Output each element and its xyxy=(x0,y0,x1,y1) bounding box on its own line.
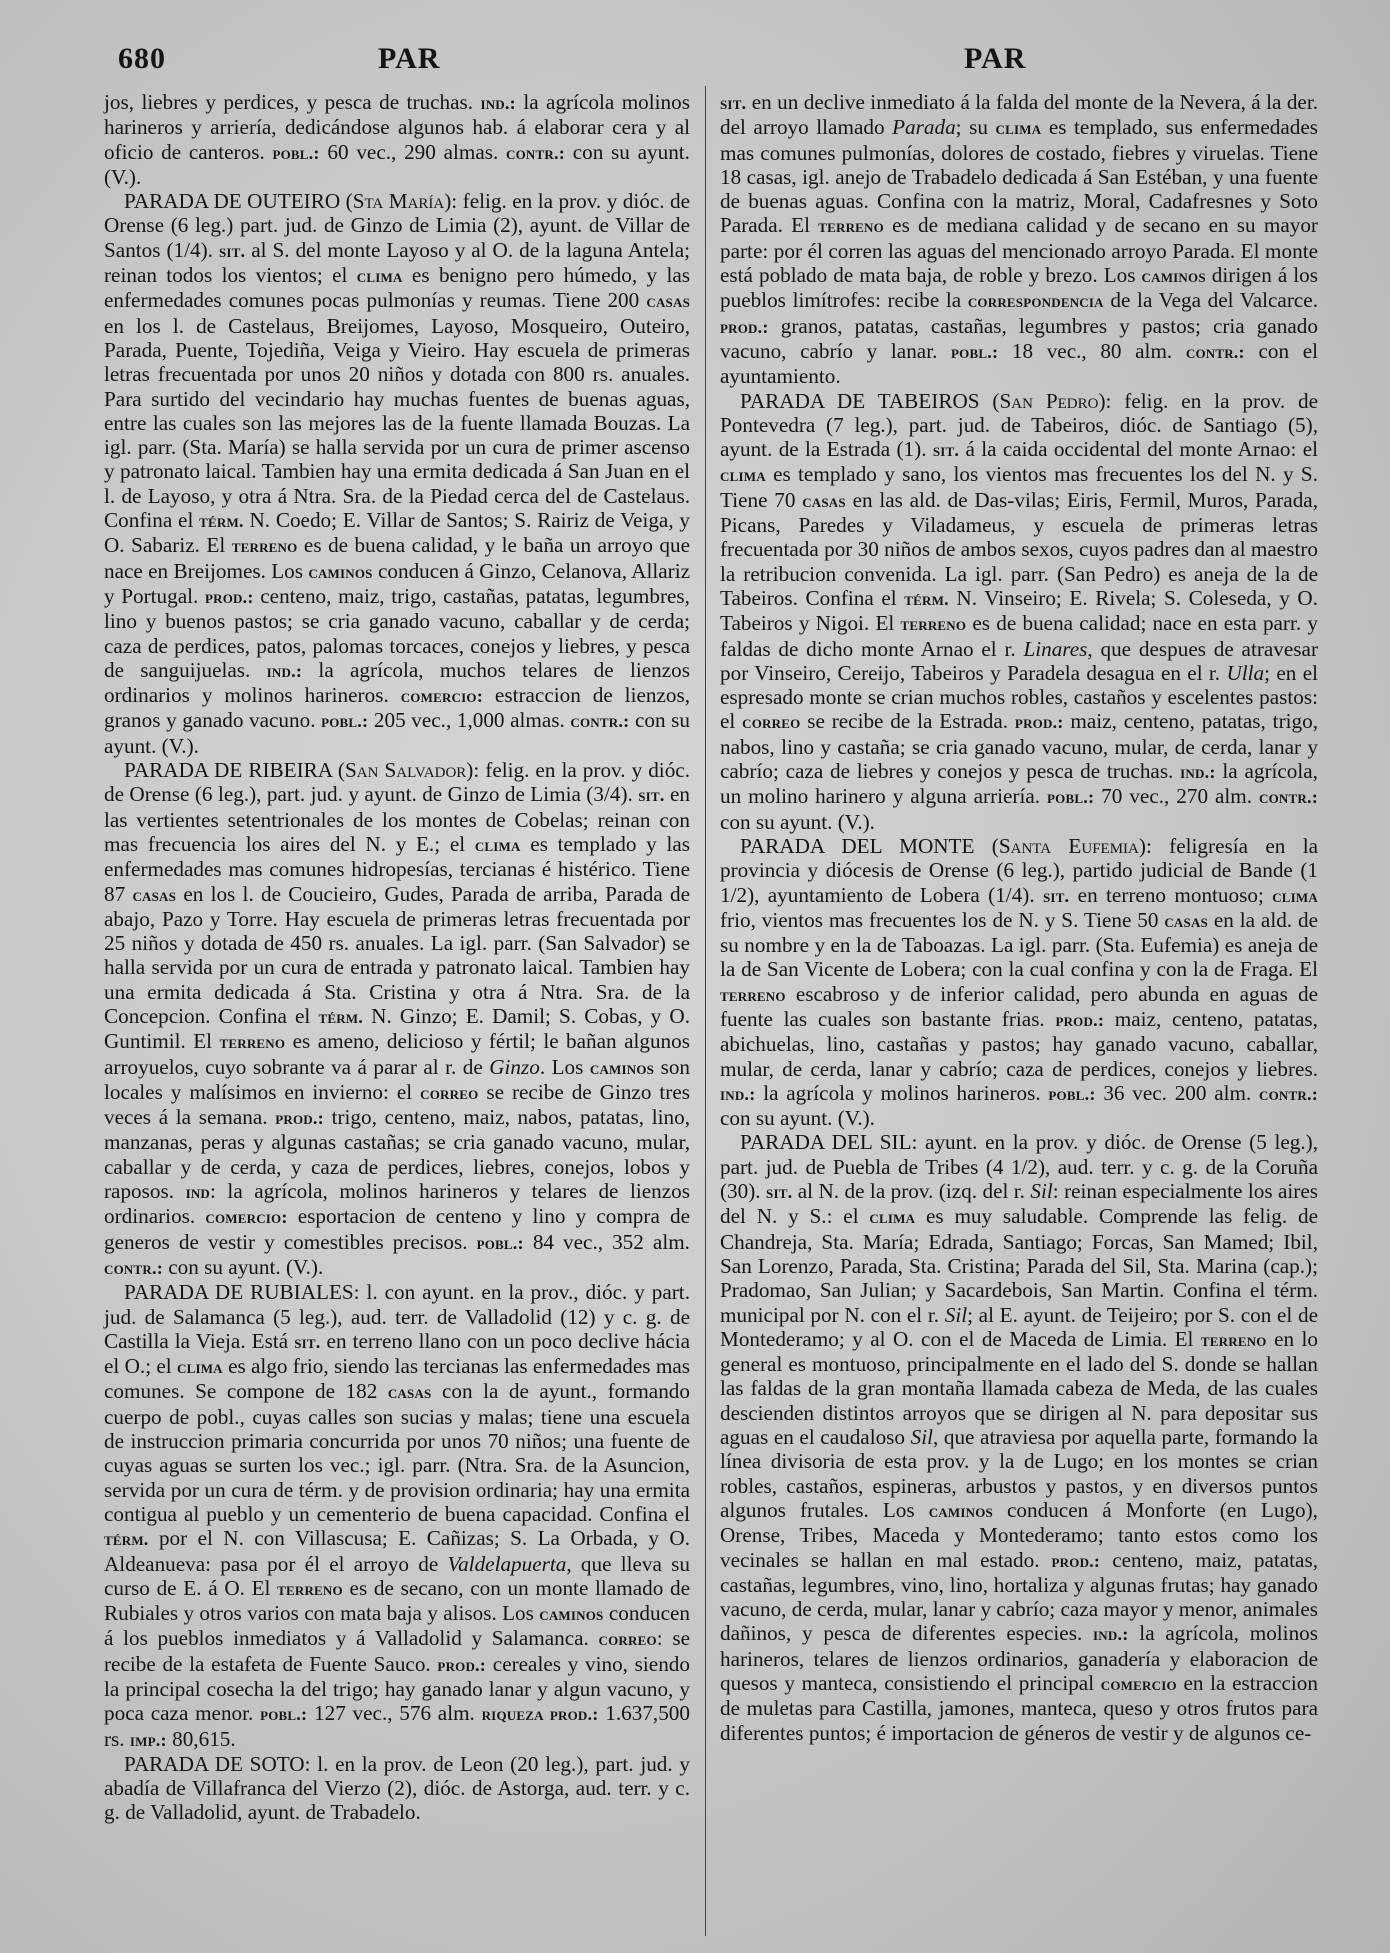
place-name-italic: Sil xyxy=(1030,1179,1053,1204)
parish-dedication: Sta María xyxy=(352,189,445,214)
entry-text: , que lleva su curso de E. á O. El xyxy=(104,1551,690,1600)
field-abbreviation: terreno xyxy=(818,216,884,237)
entry-text: con su ayunt. (V.). xyxy=(720,809,875,834)
entry-text: : reinan especialmente los aires del N. y S.: el xyxy=(720,1179,1318,1229)
field-abbreviation: caminos xyxy=(589,1057,655,1078)
field-abbreviation: casas xyxy=(1164,910,1208,931)
entry-text: es templado y sano, los vientos mas frecuentes los del N. y S. Tiene 70 xyxy=(720,462,1318,512)
entry-text: estraccion de lienzos, granos y ganado vacuno. xyxy=(104,683,690,733)
entry-paragraph xyxy=(104,189,690,758)
field-abbreviation: terreno xyxy=(1200,1329,1267,1350)
field-abbreviation: prod.: xyxy=(1051,1550,1101,1571)
field-abbreviation: sit. xyxy=(218,240,246,261)
entry-text: jos, liebres y perdices, y pesca de truchas. xyxy=(104,90,481,114)
entry-paragraph xyxy=(104,90,690,189)
entry-text: ): felig. en la prov. y dióc. de Orense (6 leg.), part. jud. y ayunt. de Ginzo de Limia (3/4). xyxy=(104,758,690,807)
entry-text: ; al E. ayunt. de Teijeiro; por S. con el de Montederamo; y al O. con el de Maceda de Limia. El xyxy=(720,1302,1318,1351)
entry-text: 1.637,500 rs. xyxy=(104,1701,690,1751)
entry-text: conducen á Ginzo, Celanova, Allariz y Portugal. xyxy=(104,558,690,608)
field-abbreviation: comercio: xyxy=(400,686,483,707)
entry-text: en lo general es montuoso, principalmente en el lado del S. donde se hallan las faldas de la gran montaña llamada cabeza de Meda, de las cuales descienden distintos arroyos que se dirigen al N. para depositar sus aguas en el caudaloso xyxy=(720,1326,1319,1450)
entry-text: . Los xyxy=(539,1054,590,1079)
field-abbreviation: terreno xyxy=(219,1032,286,1053)
entry-text: 80,615. xyxy=(166,1726,236,1751)
field-abbreviation: prod.: xyxy=(720,316,769,337)
field-abbreviation: sit. xyxy=(1043,885,1070,906)
field-abbreviation: térm. xyxy=(318,1006,364,1027)
entry-text: esportacion de centeno y lino y compra de generos de vestir y comestibles precisos. xyxy=(104,1204,690,1254)
place-name-italic: Sil xyxy=(944,1302,968,1327)
field-abbreviation: contr.: xyxy=(104,1257,163,1278)
field-abbreviation: pobl.: xyxy=(260,1704,308,1725)
place-name-italic: Linares xyxy=(1023,636,1088,661)
entry-text: con el ayuntamiento. xyxy=(720,338,1318,389)
entry-text: PARADA DEL MONTE ( xyxy=(740,833,999,858)
entry-text: es templado y las enfermedades mas comunes hidropesías, tercianas é histérico. Tiene 87 xyxy=(104,831,690,906)
parish-dedication: San Pedro xyxy=(999,388,1099,413)
field-abbreviation: ind.: xyxy=(1180,762,1216,783)
entry-text: con su ayunt. (V.). xyxy=(162,1254,324,1279)
place-name-italic: Valdelapuerta xyxy=(447,1551,567,1576)
field-abbreviation: prod.: xyxy=(204,586,254,607)
field-abbreviation: comercio xyxy=(1100,1674,1177,1694)
entry-text: al S. del monte Layoso y al O. de la laguna Antela; reinan todos los vientos; el xyxy=(104,237,690,288)
field-abbreviation: pobl.: xyxy=(951,341,999,362)
parish-dedication: Santa Eufemia xyxy=(998,833,1139,858)
entry-text: 36 vec. 200 alm. xyxy=(1095,1080,1260,1105)
entry-text: en los l. de Coucieiro, Gudes, Parada de arriba, Parada de abajo, Pazo y Torre. Hay escuela de primeras letras frecuentada por 25 niños y dotada de 450 rs. anuales. La igl. parr. (San Salvador) se halla servida por un cura de entrada y patronato laical. Tambien hay una ermita dedicada á Sta. Cristina y otra á Ntra. Sra. de la Concepcion. Confina el xyxy=(104,881,691,1028)
entry-text: cereales y vino, siendo la principal cosecha la del trigo; hay ganado lanar y algun vacuno, y poca caza menor. xyxy=(104,1651,690,1726)
entry-text: con su ayunt. (V.). xyxy=(104,708,690,758)
entry-text: PARADA DE RIBEIRA ( xyxy=(124,758,345,783)
entry-text: es de secano, con un monte llamado de Rubiales y otros varios con mata baja y alisos. Los xyxy=(104,1575,690,1626)
place-name-italic: Ginzo xyxy=(489,1054,540,1079)
field-abbreviation: pobl.: xyxy=(476,1232,524,1253)
entry-text: la agrícola, muchos telares de lienzos ordinarios y molinos harineros. xyxy=(104,657,690,708)
field-abbreviation: correo xyxy=(742,712,801,733)
field-abbreviation: ind.: xyxy=(1093,1624,1129,1645)
field-abbreviation: caminos xyxy=(308,561,373,582)
entry-text: en la estraccion de muletas para Castilla, jamones, manteca, queso y otros frutos para diferentes puntos; é importacion de géneros de vestir y de algunos ce- xyxy=(720,1671,1318,1745)
entry-text: conducen á los pueblos inmediatos y á Valladolid y Salamanca. xyxy=(104,1601,690,1651)
entry-text: de la Vega del Valcarce. xyxy=(1103,288,1318,313)
entry-text: ; en el espresado monte se crian muchos robles, castaños y escelentes pastos: el xyxy=(720,660,1318,734)
entry-paragraph xyxy=(104,1280,690,1752)
field-abbreviation: clima xyxy=(869,1207,916,1228)
entry-text: á la caida occidental del monte Arnao: el xyxy=(959,437,1318,462)
field-abbreviation: terreno xyxy=(720,984,786,1005)
field-abbreviation: terreno xyxy=(231,536,298,557)
field-abbreviation: comercio: xyxy=(205,1207,288,1228)
entry-text: 70 vec., 270 alm. xyxy=(1094,784,1260,809)
entry-text: N. Coedo; E. Villar de Santos; S. Rairiz de Veiga, y O. Sabariz. El xyxy=(104,508,690,558)
entry-text: en las vertientes setentrionales de los montes de Cobelas; reinan con mas frecuencia los aires del N. y E.; el xyxy=(104,782,690,856)
field-abbreviation: prod.: xyxy=(275,1108,324,1129)
entry-text: N. Vinseiro; E. Rivela; S. Coleseda, y O. Tabeiros y Nigoi. El xyxy=(720,585,1318,636)
field-abbreviation: casas xyxy=(802,490,846,511)
entry-text: , que atraviesa por aquella parte, formando la línea divisoria de esta prov. y la de Lugo; en los montes se crian robles, castaños, espineras, arbustos y pastos, y en diversos puntos algunos frutales. Los xyxy=(720,1425,1319,1522)
entry-text: es ameno, delicioso y fértil; le bañan algunos arroyuelos, cuyo sobrante va á parar al r. de xyxy=(104,1029,690,1079)
entry-paragraph xyxy=(720,1130,1318,1744)
entry-text: en terreno montuoso; xyxy=(1069,882,1273,907)
entry-text: la agrícola y molinos harineros. xyxy=(755,1080,1049,1105)
left-column xyxy=(104,90,690,1825)
entry-text: con la de ayunt., formando cuerpo de pobl., cuyas calles son sucias y malas; tiene una escuela de instruccion primaria concurrida por unos 70 niños; una fuente de cuyas aguas se surten los vec.; igl. parr. (Ntra. Sra. de la Asuncion, servida por un cura de térm. y de provision ordinaria; hay una ermita contigua al pueblo y un cementerio de buena capacidad. Confina el xyxy=(104,1379,690,1526)
field-abbreviation: correo xyxy=(420,1082,479,1103)
right-column xyxy=(720,90,1318,1745)
entry-text: se recibe de Ginzo tres veces á la semana. xyxy=(104,1079,690,1130)
entry-text: PARADA DE TABEIROS ( xyxy=(740,388,1000,413)
entry-paragraph xyxy=(720,389,1318,834)
field-abbreviation: casas xyxy=(132,884,177,905)
entry-text: son locales y malísimos en invierno: el xyxy=(104,1054,691,1104)
entry-text: conducen á Monforte (en Lugo), Orense, Tribes, Maceda y Montederamo; tanto estos como los vecinales se hallan en mal estado. xyxy=(720,1497,1318,1572)
entry-text: 205 vec., 1,000 almas. xyxy=(368,708,571,733)
field-abbreviation: casas xyxy=(387,1382,432,1403)
field-abbreviation: riqueza prod.: xyxy=(481,1704,599,1725)
entry-text: es de mediana calidad y de secano en su mayor parte: por él corren las aguas del mencionado arroyo Parada. El monte está poblado de mata baja, de roble y brezo. Los xyxy=(720,213,1318,288)
field-abbreviation: térm. xyxy=(904,588,949,609)
field-abbreviation: caminos xyxy=(539,1604,604,1625)
place-name-italic: Sil xyxy=(910,1425,933,1450)
running-header-left: PAR xyxy=(378,42,441,75)
entry-text: es de buena calidad, y le baña un arroyo que nace en Breijomes. Los xyxy=(104,533,690,583)
place-name-italic: Parada xyxy=(892,115,956,140)
column-rule xyxy=(705,86,706,1936)
entry-text: se recibe de la Estrada. xyxy=(800,709,1015,734)
entry-paragraph xyxy=(720,834,1318,1131)
entry-text: en los l. de Castelaus, Breijomes, Layoso, Mosqueiro, Outeiro, Parada, Puente, Tojediña, Veiga y Vieiro. Hay escuela de primeras letras frecuentada por unos 20 niños y dotada con 800 rs. anuales. Para surtido del vecindario hay muchas fuentes de buenas aguas, entre las cuales son las mejores las de la fuente llamada Bouzas. La igl. parr. (Sta. María) se halla servida por un cura de primer ascenso y patronato laical. Tambien hay una ermita dedicada á San Juan en el l. de Layoso, y otra á Ntra. Sra. de la Piedad cerca del de Castelaus. Confina el xyxy=(104,313,690,533)
entry-text: con su ayunt. (V.). xyxy=(104,139,690,189)
field-abbreviation: caminos xyxy=(1141,266,1206,287)
entry-text: : se recibe de la estafeta de Fuente Sauco. xyxy=(104,1626,690,1676)
entry-text: N. Ginzo; E. Damil; S. Cobas, y O. Guntimil. El xyxy=(104,1003,691,1054)
entry-text: escabroso y de inferior calidad, pero abunda en aguas de fuente las cuales son bastante frias. xyxy=(720,981,1318,1031)
field-abbreviation: pobl.: xyxy=(272,142,320,163)
entry-text: 18 vec., 80 alm. xyxy=(998,338,1186,363)
entry-text: en las ald. de Das-vilas; Eiris, Fermil, Muros, Parada, Picans, Paredes y Viladameus, y escuela de primeras letras frecuentada por 30 niños de ambos sexos, cuyos padres dan al maestro la retribucion convenida. La igl. parr. (San Pedro) es aneja de la de Tabeiros. Confina el xyxy=(720,487,1318,610)
field-abbreviation: clima xyxy=(720,465,766,486)
field-abbreviation: terreno xyxy=(277,1578,343,1599)
entry-text: maiz, centeno, patatas, trigo, nabos, lino y castaña; se cria ganado vacuno, mular, de cerda, lanar y cabrío; caza de liebres y conejos y pesca de truchas. xyxy=(720,709,1318,784)
field-abbreviation: contr.: xyxy=(1185,341,1245,362)
entry-text: maiz, centeno, patatas, abichuelas, lino, castañas y pastos; hay ganado vacuno, caballar, mular, de cerda, lanar y cabrío; caza de perdices, conejos y liebres. xyxy=(720,1006,1318,1081)
entry-text: granos, patatas, castañas, legumbres y pastos; cria ganado vacuno, cabrío y lanar. xyxy=(720,313,1318,363)
entry-text: PARADA DEL SIL: ayunt. en la prov. y dióc. de Orense (5 leg.), part. jud. de Puebla de Tribes (4 1/2), aud. terr. y c. g. de la Coruña (30). xyxy=(720,1130,1318,1204)
field-abbreviation: sit. xyxy=(766,1182,793,1203)
field-abbreviation: pobl.: xyxy=(1048,1083,1096,1104)
entry-text: en terreno llano con un poco declive hácia el O.; el xyxy=(104,1328,691,1379)
field-abbreviation: ind.: xyxy=(266,660,303,681)
field-abbreviation: caminos xyxy=(928,1500,993,1521)
field-abbreviation: terreno xyxy=(900,614,967,635)
entry-text: centeno, maiz, trigo, castañas, patatas, legumbres, lino y buenos pastos; se cria ganado vacuno, caballar y de cerda; caza de perdices, patos, palomas torcaces, conejos y liebres, y pesca de sanguijuelas. xyxy=(104,583,690,682)
running-header-right: PAR xyxy=(964,42,1027,75)
entry-text: PARADA DE SOTO: l. en la prov. de Leon (20 leg.), part. jud. y abadía de Villafranca del Vierzo (2), dióc. de Astorga, aud. terr. y c. g. de Valladolid, ayunt. de Trabadelo. xyxy=(104,1751,690,1825)
field-abbreviation: clima xyxy=(356,266,403,287)
entry-text: ): felig. en la prov. de Pontevedra (7 leg.), part. jud. de Tabeiros, dióc. de Santiago (5), ayunt. de la Estrada (1). xyxy=(720,388,1319,462)
entry-text: centeno, maiz, patatas, castañas, legumbres, vino, lino, hortaliza y algunas frutas; hay ganado vacuno, de cerda, mular, lanar y cabrío; caza mayor y menor, animales dañinos, y pesca de diferentes especies. xyxy=(720,1547,1318,1646)
entry-text: es de buena calidad; nace en esta parr. y faldas de dicho monte Arnao el r. xyxy=(720,611,1318,661)
field-abbreviation: prod.: xyxy=(1014,712,1064,733)
field-abbreviation: ind.: xyxy=(480,93,516,113)
entry-text: con su ayunt. (V.). xyxy=(720,1106,875,1131)
field-abbreviation: térm. xyxy=(104,1529,149,1550)
entry-text: , que despues de atravesar por Vinseiro, Cereijo, Tabeiros y Paradela desagua en el r. xyxy=(720,636,1319,685)
parish-dedication: San Salvador xyxy=(345,758,467,783)
field-abbreviation: contr.: xyxy=(570,711,630,732)
field-abbreviation: correo xyxy=(598,1629,657,1650)
field-abbreviation: sit. xyxy=(720,93,747,113)
entry-text: PARADA DE RUBIALES: l. con ayunt. en la prov., dióc. y part. jud. de Salamanca (5 leg.), aud. terr. de Valladolid (12) y c. g. de Castilla la Vieja. Está xyxy=(104,1280,690,1353)
field-abbreviation: clima xyxy=(995,118,1042,139)
entry-paragraph xyxy=(104,758,690,1280)
field-abbreviation: sit. xyxy=(932,440,960,461)
entry-text: trigo, centeno, maiz, nabos, patatas, lino, manzanas, peras y algunas castañas; se cria ganado vacuno, mular, caballar y de cerda, y caza de perdices, liebres, conejos, lobos y raposos. xyxy=(104,1105,690,1204)
field-abbreviation: sit. xyxy=(638,785,665,806)
field-abbreviation: pobl.: xyxy=(1047,787,1095,808)
field-abbreviation: prod.: xyxy=(437,1654,487,1675)
field-abbreviation: sit. xyxy=(294,1331,321,1352)
entry-text: ): felig. en la prov. y dióc. de Orense (6 leg.) part. jud. de Ginzo de Limia (2), ayunt. de Villar de Santos (1/4). xyxy=(104,189,690,262)
field-abbreviation: contr.: xyxy=(1259,1083,1318,1104)
field-abbreviation: contr.: xyxy=(506,142,565,163)
entry-text: es muy saludable. Comprende las felig. de Chandreja, Sta. María; Edrada, Santiago; Forcas, San Mamed; Ibil, San Lorenzo, Parada, Sta. Cristina; Parada del Sil, Sta. Marina (cap.); Pradomao, San Julian; y Sacardebois, San Martin. Confina el térm. municipal por N. con el r. xyxy=(720,1204,1318,1327)
entry-text: es algo frio, siendo las tercianas las enfermedades mas comunes. Se compone de 182 xyxy=(104,1354,690,1404)
field-abbreviation: clima xyxy=(1272,885,1318,906)
entry-text: 84 vec., 352 alm. xyxy=(523,1229,690,1254)
entry-text: 127 vec., 576 alm. xyxy=(307,1701,482,1726)
entry-text: en un declive inmediato á la falda del monte de la Nevera, á la der. del arroyo llamado xyxy=(720,90,1318,140)
field-abbreviation: correspondencia xyxy=(967,291,1104,312)
entry-text: es templado, sus enfermedades mas comunes pulmonías, dolores de costado, fiebres y viruelas. Tiene 18 casas, igl. anejo de Trabadelo dedicada á San Estéban, y una fuente de buenas aguas. Confina con la matriz, Moral, Cadafresnes y Soto Parada. El xyxy=(720,115,1319,238)
field-abbreviation: imp.: xyxy=(129,1729,167,1750)
entry-paragraph xyxy=(104,1752,690,1825)
field-abbreviation: casas xyxy=(646,291,690,312)
place-name-italic: Ulla xyxy=(1226,660,1265,685)
entry-text: la agrícola molinos harineros y arriería, dedicándose algunos hab. á elaborar cera y al oficio de canteros. xyxy=(104,90,690,164)
field-abbreviation: ind xyxy=(185,1182,211,1203)
entry-text: 60 vec., 290 almas. xyxy=(319,139,507,164)
page-number: 680 xyxy=(118,42,166,75)
field-abbreviation: prod.: xyxy=(1055,1009,1105,1030)
entry-text: la agrícola, molinos harineros, telares de lienzos ordinarios, ganadería y elaboracion de quesos y manteca, consistiendo el principal xyxy=(720,1621,1318,1695)
entry-text: ; su xyxy=(955,115,996,140)
entry-text: la agrícola, un molino harinero y alguna arriería. xyxy=(720,759,1318,809)
entry-text: en la ald. de su nombre y en la de Taboazas. La igl. parr. (Sta. Eufemia) es aneja de la de San Vicente de Lobera; con la cual confina y con la de Fraga. El xyxy=(720,907,1318,982)
entry-text: : la agrícola, molinos harineros y telares de lienzos ordinarios. xyxy=(104,1179,690,1229)
field-abbreviation: térm. xyxy=(199,511,244,532)
entry-text: al N. de la prov. (izq. del r. xyxy=(792,1179,1031,1204)
entry-text: ): feligresía en la provincia y diócesis de Orense (6 leg.), partido judicial de Bande (1 1/2), ayuntamiento de Lobera (1/4). xyxy=(720,833,1318,907)
field-abbreviation: contr.: xyxy=(1259,787,1318,808)
entry-text: por el N. con Villascusa; E. Cañizas; S. La Orbada, y O. Aldeanueva: pasa por él el arroyo de xyxy=(104,1526,690,1576)
field-abbreviation: ind.: xyxy=(720,1083,756,1104)
entry-text: dirigen á los pueblos limítrofes: recibe la xyxy=(720,263,1318,313)
field-abbreviation: clima xyxy=(474,834,521,855)
field-abbreviation: clima xyxy=(176,1357,223,1378)
field-abbreviation: pobl.: xyxy=(321,711,369,732)
entry-text: PARADA DE OUTEIRO ( xyxy=(124,189,353,214)
entry-text: frio, vientos mas frecuentes los de N. y S. Tiene 50 xyxy=(720,907,1165,932)
entry-paragraph xyxy=(720,90,1318,389)
entry-text: es benigno pero húmedo, y las enfermedades comunes pocas pulmonías y reumas. Tiene 200 xyxy=(104,263,690,313)
